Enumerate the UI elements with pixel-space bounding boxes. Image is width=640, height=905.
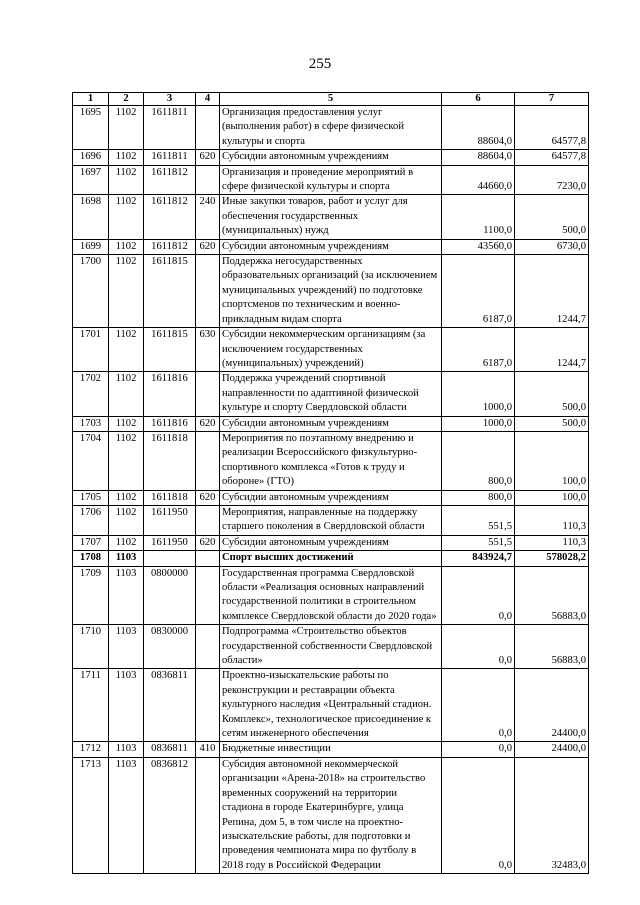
row-number: 1700 (73, 255, 109, 328)
table-row (73, 535, 589, 550)
row-number: 1696 (73, 150, 109, 165)
table-row (73, 195, 589, 239)
target-article-code: 1611815 (144, 255, 196, 328)
expense-type-code: 630 (196, 328, 220, 372)
amount-2017: 1000,0 (442, 416, 515, 431)
amount-2018: 24400,0 (515, 742, 589, 757)
table-row (73, 150, 589, 165)
table-row (73, 328, 589, 372)
page-number: 255 (308, 56, 332, 72)
section-code: 1102 (109, 505, 144, 535)
row-description: Проектно-изыскательские работы по реконструкции и реставрации объекта культурного наследия «Центральный стадион. Комплекс», технологическое присоединение к сетям инженерного обеспечения (220, 669, 442, 742)
section-code: 1103 (109, 551, 144, 566)
amount-2017: 1000,0 (442, 372, 515, 416)
section-code: 1103 (109, 625, 144, 669)
expense-type-code (196, 165, 220, 195)
section-code: 1102 (109, 431, 144, 490)
amount-2018: 1244,7 (515, 328, 589, 372)
section-code: 1102 (109, 416, 144, 431)
header-cell: 6 (442, 93, 515, 106)
table-row (73, 165, 589, 195)
header-cell: 4 (196, 93, 220, 106)
row-description: Иные закупки товаров, работ и услуг для обеспечения государственных (муниципальных) нужд (220, 195, 442, 239)
expense-type-code: 410 (196, 742, 220, 757)
amount-2018: 500,0 (515, 372, 589, 416)
section-code: 1103 (109, 566, 144, 625)
row-description: Организация предоставления услуг (выполнения работ) в сфере физической культуры и спорта (220, 106, 442, 150)
row-description: Государственная программа Свердловской области «Реализация основных направлений государственной политики в строительном комплексе Свердловской области до 2020 года» (220, 566, 442, 625)
expense-type-code (196, 505, 220, 535)
table-row (73, 625, 589, 669)
table-row (73, 742, 589, 757)
table-row (73, 416, 589, 431)
expense-type-code (196, 625, 220, 669)
row-description: Субсидии автономным учреждениям (220, 239, 442, 254)
amount-2018: 24400,0 (515, 669, 589, 742)
row-description: Поддержка негосударственных образовательных организаций (за исключением муниципальных учреждений) по подготовке спортсменов по техническим и военно-прикладным видам спорта (220, 255, 442, 328)
target-article-code: 1611950 (144, 505, 196, 535)
target-article-code: 1611950 (144, 535, 196, 550)
amount-2018: 56883,0 (515, 566, 589, 625)
expense-type-code: 620 (196, 416, 220, 431)
row-description: Мероприятия, направленные на поддержку старшего поколения в Свердловской области (220, 505, 442, 535)
target-article-code: 1611816 (144, 372, 196, 416)
row-number: 1709 (73, 566, 109, 625)
amount-2018: 110,3 (515, 535, 589, 550)
section-code: 1102 (109, 372, 144, 416)
target-article-code: 1611812 (144, 195, 196, 239)
row-description: Субсидии автономным учреждениям (220, 490, 442, 505)
amount-2017: 0,0 (442, 742, 515, 757)
amount-2017: 0,0 (442, 566, 515, 625)
amount-2018: 64577,8 (515, 150, 589, 165)
row-number: 1704 (73, 431, 109, 490)
row-number: 1708 (73, 551, 109, 566)
amount-2018: 100,0 (515, 431, 589, 490)
amount-2017: 0,0 (442, 625, 515, 669)
amount-2017: 1100,0 (442, 195, 515, 239)
expense-type-code: 620 (196, 490, 220, 505)
table-row (73, 566, 589, 625)
row-description: Субсидии автономным учреждениям (220, 535, 442, 550)
amount-2017: 0,0 (442, 669, 515, 742)
section-code: 1102 (109, 328, 144, 372)
table-row (73, 372, 589, 416)
expense-type-code: 240 (196, 195, 220, 239)
budget-table (72, 92, 589, 874)
row-number: 1697 (73, 165, 109, 195)
row-number: 1707 (73, 535, 109, 550)
amount-2018: 6730,0 (515, 239, 589, 254)
target-article-code (144, 551, 196, 566)
table-row (73, 106, 589, 150)
header-cell: 7 (515, 93, 589, 106)
table-row (73, 431, 589, 490)
row-number: 1701 (73, 328, 109, 372)
amount-2018: 32483,0 (515, 757, 589, 873)
amount-2018: 500,0 (515, 416, 589, 431)
expense-type-code: 620 (196, 239, 220, 254)
amount-2017: 0,0 (442, 757, 515, 873)
row-number: 1702 (73, 372, 109, 416)
section-code: 1102 (109, 255, 144, 328)
amount-2018: 1244,7 (515, 255, 589, 328)
row-number: 1695 (73, 106, 109, 150)
amount-2017: 843924,7 (442, 551, 515, 566)
row-description: Поддержка учреждений спортивной направленности по адаптивной физической культуре и спорту Свердловской области (220, 372, 442, 416)
expense-type-code (196, 255, 220, 328)
target-article-code: 1611816 (144, 416, 196, 431)
amount-2017: 6187,0 (442, 255, 515, 328)
table-row (73, 551, 589, 566)
expense-type-code (196, 566, 220, 625)
amount-2018: 110,3 (515, 505, 589, 535)
row-number: 1712 (73, 742, 109, 757)
table-row (73, 490, 589, 505)
expense-type-code (196, 757, 220, 873)
row-number: 1703 (73, 416, 109, 431)
target-article-code: 1611818 (144, 490, 196, 505)
row-description: Бюджетные инвестиции (220, 742, 442, 757)
target-article-code: 1611811 (144, 150, 196, 165)
amount-2017: 800,0 (442, 490, 515, 505)
amount-2018: 500,0 (515, 195, 589, 239)
section-code: 1102 (109, 150, 144, 165)
target-article-code: 0836811 (144, 742, 196, 757)
section-code: 1102 (109, 535, 144, 550)
row-description: Субсидии автономным учреждениям (220, 150, 442, 165)
row-number: 1711 (73, 669, 109, 742)
target-article-code: 1611815 (144, 328, 196, 372)
header-cell: 1 (73, 93, 109, 106)
row-number: 1713 (73, 757, 109, 873)
amount-2017: 6187,0 (442, 328, 515, 372)
target-article-code: 1611812 (144, 165, 196, 195)
expense-type-code (196, 669, 220, 742)
table-row (73, 757, 589, 873)
expense-type-code (196, 431, 220, 490)
section-code: 1102 (109, 106, 144, 150)
amount-2017: 551,5 (442, 505, 515, 535)
amount-2017: 43560,0 (442, 239, 515, 254)
row-number: 1705 (73, 490, 109, 505)
amount-2018: 100,0 (515, 490, 589, 505)
expense-type-code: 620 (196, 535, 220, 550)
section-code: 1103 (109, 742, 144, 757)
target-article-code: 1611818 (144, 431, 196, 490)
row-number: 1698 (73, 195, 109, 239)
section-code: 1103 (109, 669, 144, 742)
section-code: 1102 (109, 239, 144, 254)
amount-2017: 44660,0 (442, 165, 515, 195)
expense-type-code (196, 372, 220, 416)
row-description: Организация и проведение мероприятий в сфере физической культуры и спорта (220, 165, 442, 195)
expense-type-code (196, 106, 220, 150)
amount-2017: 800,0 (442, 431, 515, 490)
row-description: Субсидия автономной некоммерческой организации «Арена-2018» на строительство временных сооружений на территории стадиона в городе Екатеринбурге, улица Репина, дом 5, в том числе на проектно-изыскательские работы, для подготовки и проведения чемпионата мира по футболу в 2018 году в Российской Федерации (220, 757, 442, 873)
amount-2018: 7230,0 (515, 165, 589, 195)
table-row (73, 239, 589, 254)
section-code: 1102 (109, 195, 144, 239)
header-cell: 5 (220, 93, 442, 106)
row-number: 1699 (73, 239, 109, 254)
row-description: Подпрограмма «Строительство объектов государственной собственности Свердловской области» (220, 625, 442, 669)
target-article-code: 0800000 (144, 566, 196, 625)
section-code: 1102 (109, 165, 144, 195)
target-article-code: 0830000 (144, 625, 196, 669)
amount-2017: 551,5 (442, 535, 515, 550)
amount-2017: 88604,0 (442, 150, 515, 165)
row-description: Субсидии автономным учреждениям (220, 416, 442, 431)
table-row (73, 669, 589, 742)
amount-2018: 64577,8 (515, 106, 589, 150)
section-code: 1103 (109, 757, 144, 873)
row-number: 1710 (73, 625, 109, 669)
target-article-code: 1611811 (144, 106, 196, 150)
row-description: Субсидии некоммерческим организациям (за исключением государственных (муниципальных) учреждений) (220, 328, 442, 372)
row-description: Спорт высших достижений (220, 551, 442, 566)
amount-2017: 88604,0 (442, 106, 515, 150)
row-number: 1706 (73, 505, 109, 535)
row-description: Мероприятия по поэтапному внедрению и реализации Всероссийского физкультурно-спортивного комплекса «Готов к труду и обороне» (ГТО) (220, 431, 442, 490)
target-article-code: 1611812 (144, 239, 196, 254)
expense-type-code (196, 551, 220, 566)
target-article-code: 0836812 (144, 757, 196, 873)
header-cell: 2 (109, 93, 144, 106)
amount-2018: 578028,2 (515, 551, 589, 566)
table-row (73, 505, 589, 535)
target-article-code: 0836811 (144, 669, 196, 742)
section-code: 1102 (109, 490, 144, 505)
header-cell: 3 (144, 93, 196, 106)
amount-2018: 56883,0 (515, 625, 589, 669)
table-row (73, 255, 589, 328)
expense-type-code: 620 (196, 150, 220, 165)
header-row (73, 93, 589, 106)
